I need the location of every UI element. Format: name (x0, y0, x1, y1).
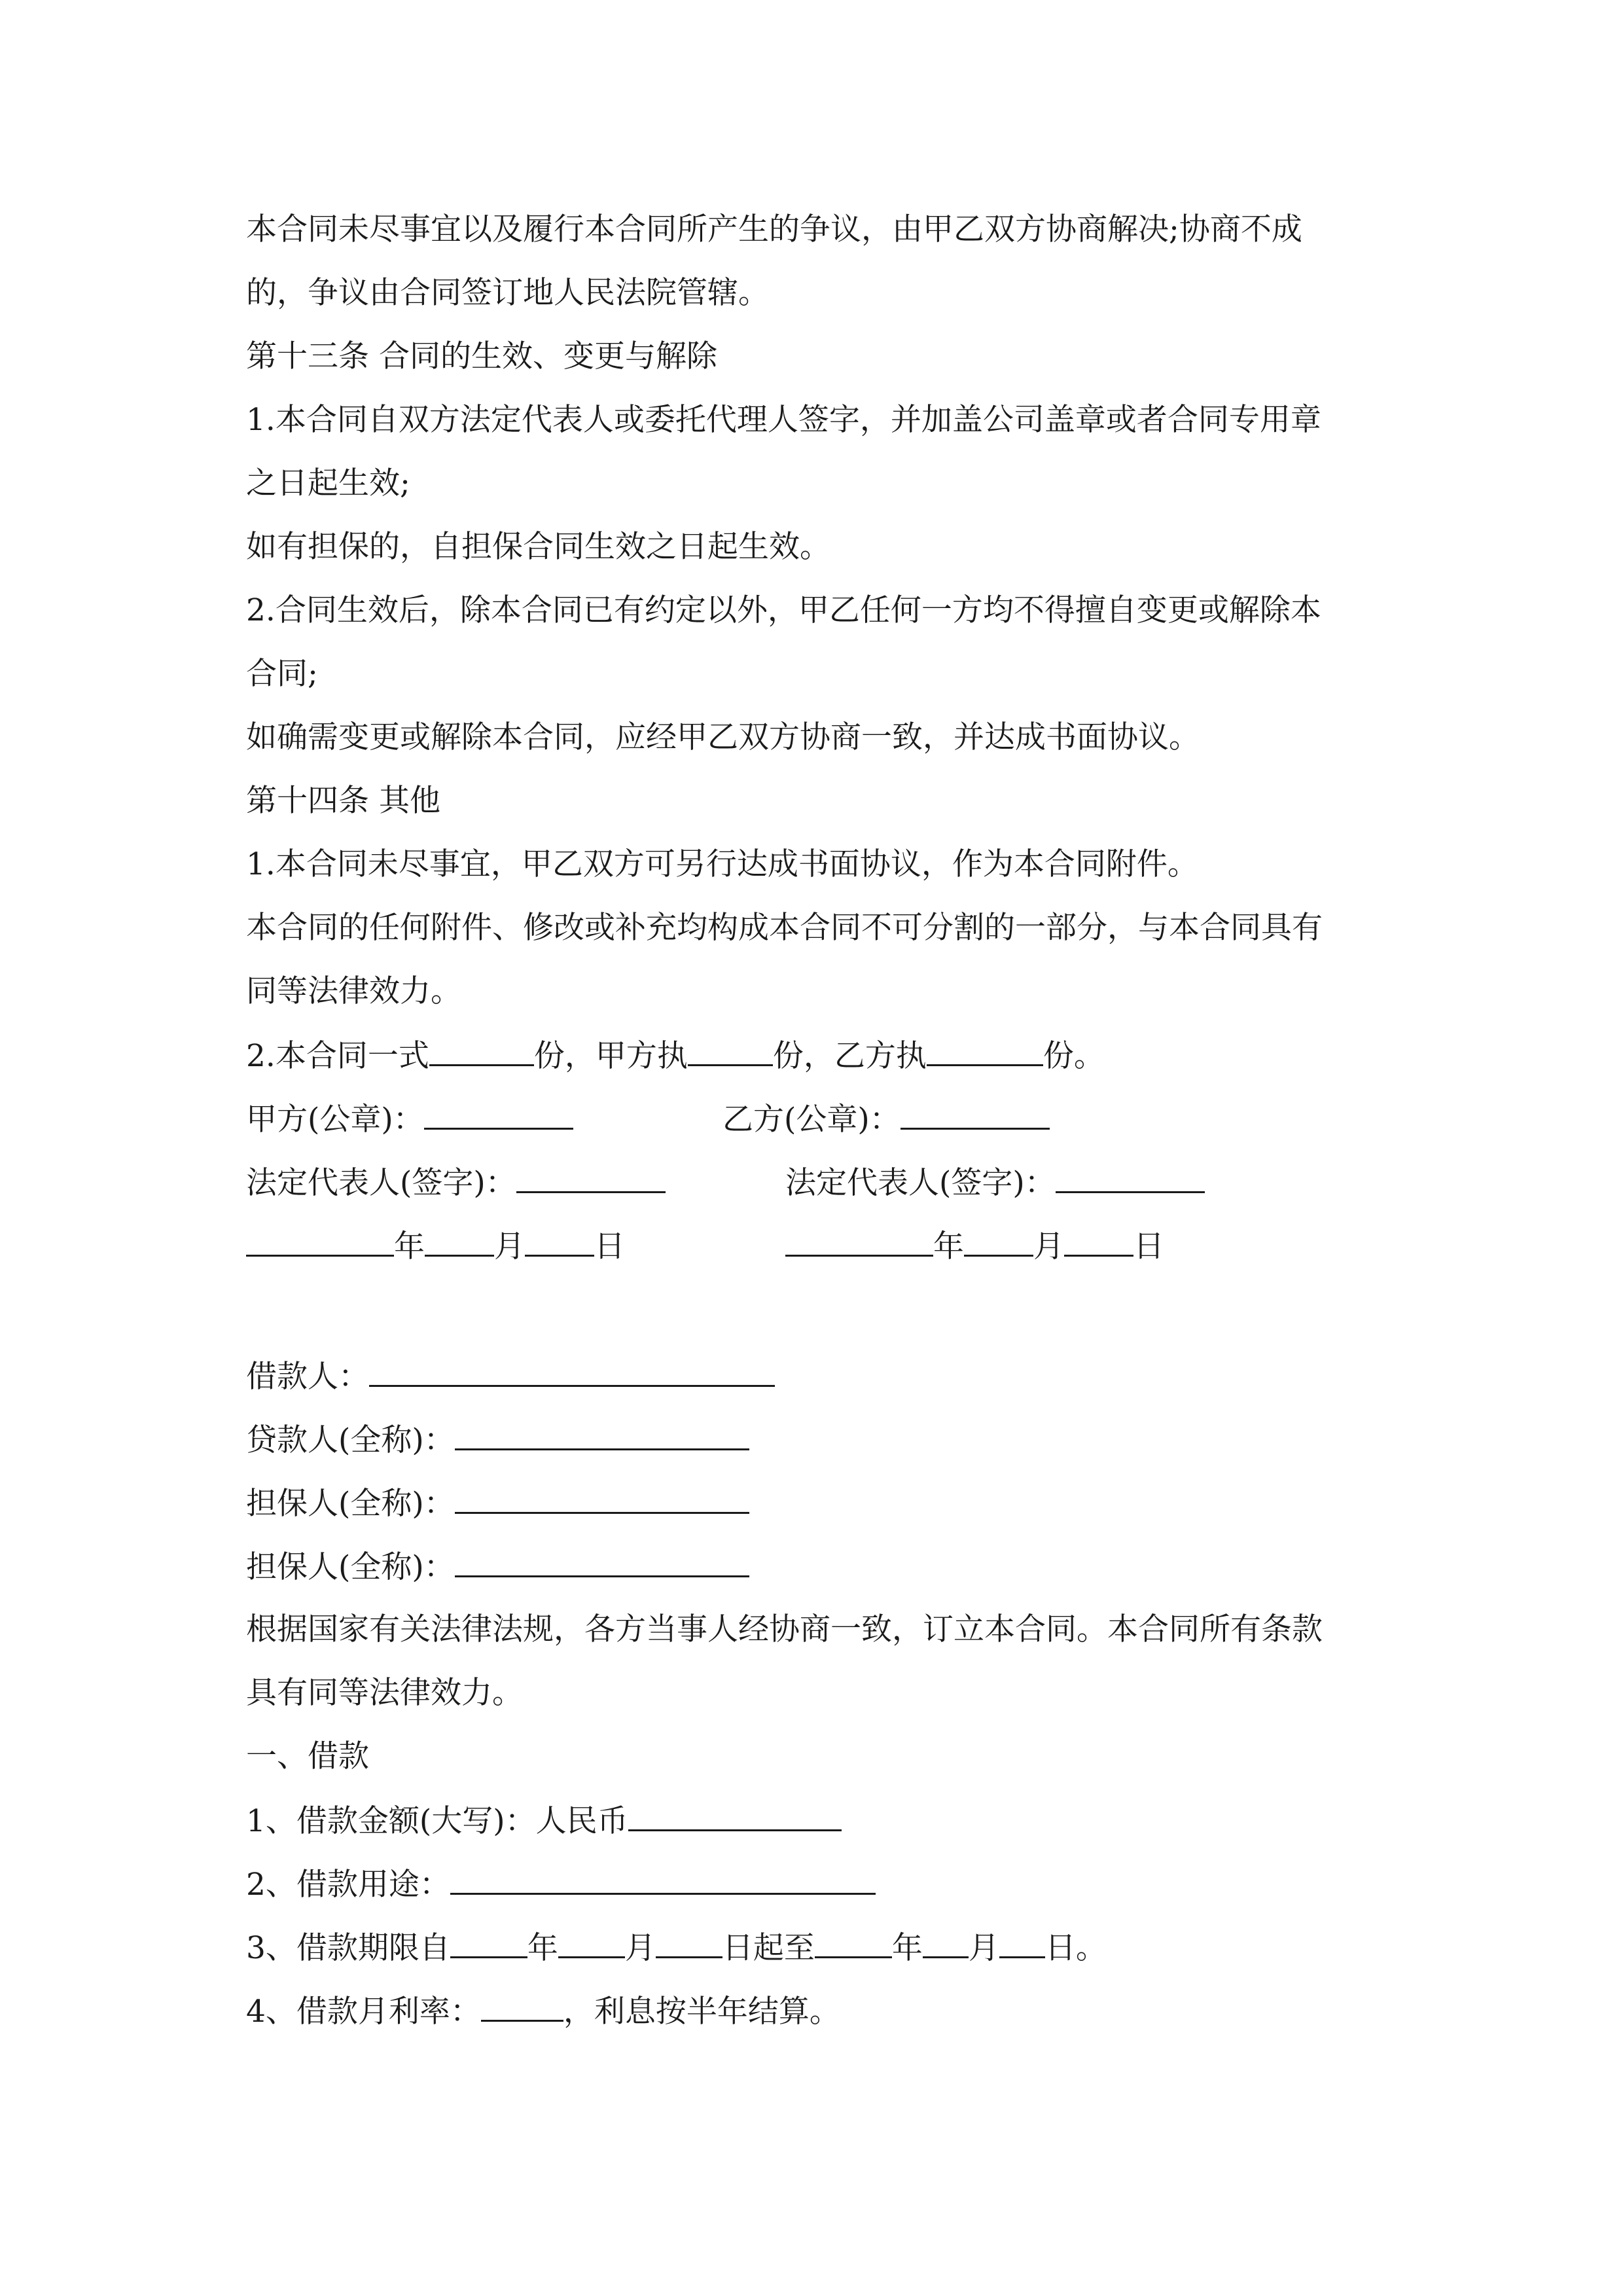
loan-intro-line1: 根据国家有关法律法规，各方当事人经协商一致，订立本合同。本合同所有条款 (246, 1611, 1323, 1647)
guarantor2-line (246, 1547, 749, 1587)
borrower-line (246, 1356, 775, 1397)
article-14-item1: 1.本合同未尽事宜，甲乙双方可另行达成书面协议，作为本合同附件。 (246, 846, 1198, 882)
date-a-day-blank[interactable] (525, 1226, 594, 1257)
article-13-item1-line2: 之日起生效; (246, 465, 410, 501)
loan-term-year2-label: 年 (891, 1930, 923, 1966)
lender-label: 贷款人(全称)： (246, 1422, 455, 1458)
date-b-line (785, 1226, 1164, 1266)
article-14-para-line1: 本合同的任何附件、修改或补充均构成本合同不可分割的一部分，与本合同具有 (246, 910, 1323, 946)
loan-term-day2-blank[interactable] (999, 1928, 1045, 1958)
date-a-month-label: 月 (494, 1229, 525, 1265)
loan-term-month2-blank[interactable] (923, 1928, 969, 1958)
copies-total-blank[interactable] (429, 1035, 534, 1066)
loan-term-year2-blank[interactable] (815, 1928, 892, 1958)
party-a-seal-label: 甲方(公章)： (246, 1102, 424, 1138)
party-b-seal-line (722, 1099, 1050, 1139)
article-13-item2-line3: 如确需变更或解除本合同，应经甲乙双方协商一致，并达成书面协议。 (246, 719, 1200, 755)
article-14-para-line2: 同等法律效力。 (246, 973, 461, 1009)
date-b-day-blank[interactable] (1064, 1226, 1133, 1257)
party-a-seal-blank[interactable] (424, 1099, 573, 1130)
date-a-month-blank[interactable] (425, 1226, 494, 1257)
borrower-label: 借款人： (246, 1359, 369, 1395)
legal-rep-b-line (785, 1162, 1205, 1203)
loan-section1-title: 一、借款 (246, 1738, 369, 1774)
party-b-seal-label: 乙方(公章)： (722, 1102, 901, 1138)
date-b-day-label: 日 (1133, 1229, 1164, 1265)
loan-rate-suffix: ，利息按半年结算。 (563, 1994, 840, 2030)
guarantor2-blank[interactable] (455, 1547, 749, 1577)
paragraph-disputes-line2: 的，争议由合同签订地人民法院管辖。 (246, 275, 769, 311)
loan-term-day2-label: 日。 (1044, 1930, 1107, 1966)
loan-term-day1-label: 日起至 (722, 1930, 815, 1966)
loan-term-line (246, 1928, 1107, 1968)
date-b-month-label: 月 (1033, 1229, 1064, 1265)
loan-purpose-blank[interactable] (450, 1864, 876, 1895)
copies-party-a-blank[interactable] (688, 1035, 773, 1066)
date-b-year-blank[interactable] (785, 1226, 933, 1257)
article-13-item2-line2: 合同; (246, 656, 318, 692)
loan-term-prefix: 3、借款期限自 (246, 1930, 450, 1966)
copies-part3: 份。 (1043, 1038, 1105, 1074)
copies-party-b-blank[interactable] (927, 1035, 1043, 1066)
date-a-line (246, 1226, 625, 1266)
party-b-seal-blank[interactable] (901, 1099, 1050, 1130)
date-b-year-label: 年 (933, 1229, 964, 1265)
loan-term-month1-label: 月 (624, 1930, 656, 1966)
lender-line (246, 1420, 749, 1460)
article-14-title: 第十四条 其他 (246, 783, 440, 819)
article-13-item1-line3: 如有担保的，自担保合同生效之日起生效。 (246, 529, 830, 565)
loan-term-year1-label: 年 (527, 1930, 558, 1966)
party-a-seal-line (246, 1099, 573, 1139)
legal-rep-a-line (246, 1162, 666, 1203)
lender-blank[interactable] (455, 1420, 749, 1450)
loan-term-day1-blank[interactable] (656, 1928, 722, 1958)
copies-prefix: 2.本合同一式 (246, 1038, 429, 1074)
loan-amount-line (246, 1801, 842, 1841)
legal-rep-a-label: 法定代表人(签字)： (246, 1165, 516, 1201)
guarantor1-blank[interactable] (455, 1483, 749, 1514)
copies-part2: 份，乙方执 (772, 1038, 927, 1074)
date-a-day-label: 日 (594, 1229, 625, 1265)
loan-amount-label: 1、借款金额(大写)：人民币 (246, 1803, 628, 1839)
loan-rate-blank[interactable] (481, 1991, 563, 2022)
date-a-year-blank[interactable] (246, 1226, 394, 1257)
legal-rep-b-blank[interactable] (1056, 1162, 1205, 1193)
guarantor1-line (246, 1483, 749, 1524)
loan-term-year1-blank[interactable] (450, 1928, 527, 1958)
loan-intro-line2: 具有同等法律效力。 (246, 1675, 523, 1711)
date-b-month-blank[interactable] (964, 1226, 1033, 1257)
loan-term-month2-label: 月 (968, 1930, 999, 1966)
loan-purpose-label: 2、借款用途： (246, 1867, 450, 1903)
paragraph-disputes-line1: 本合同未尽事宜以及履行本合同所产生的争议，由甲乙双方协商解决;协商不成 (246, 211, 1302, 247)
copies-line (246, 1035, 1105, 1076)
legal-rep-a-blank[interactable] (516, 1162, 666, 1193)
copies-part1: 份，甲方执 (533, 1038, 688, 1074)
loan-rate-line (246, 1991, 840, 2032)
loan-term-month1-blank[interactable] (558, 1928, 625, 1958)
guarantor2-label: 担保人(全称)： (246, 1549, 455, 1585)
guarantor1-label: 担保人(全称)： (246, 1486, 455, 1522)
article-13-item1-line1: 1.本合同自双方法定代表人或委托代理人签字，并加盖公司盖章或者合同专用章 (246, 402, 1321, 438)
legal-rep-b-label: 法定代表人(签字)： (785, 1165, 1056, 1201)
loan-amount-blank[interactable] (628, 1801, 842, 1831)
article-13-title: 第十三条 合同的生效、变更与解除 (246, 338, 717, 374)
article-13-item2-line1: 2.合同生效后，除本合同已有约定以外，甲乙任何一方均不得擅自变更或解除本 (246, 592, 1321, 628)
borrower-blank[interactable] (369, 1356, 775, 1387)
date-a-year-label: 年 (394, 1229, 425, 1265)
loan-purpose-line (246, 1864, 876, 1905)
loan-rate-label: 4、借款月利率： (246, 1994, 481, 2030)
